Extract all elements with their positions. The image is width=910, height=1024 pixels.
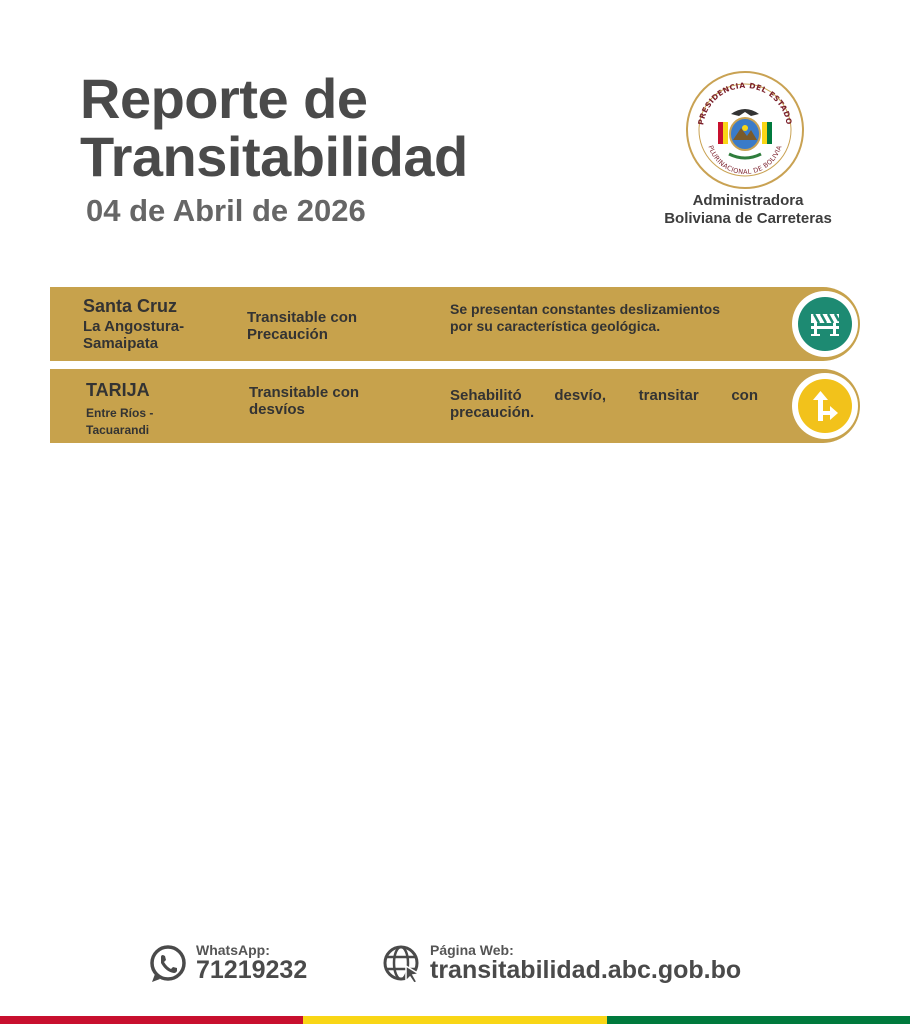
seal-top-text: PRESIDENCIA DEL ESTADO: [696, 80, 794, 126]
title-line-1: Reporte de: [80, 67, 368, 130]
route-line-1: Entre Ríos -: [86, 406, 154, 420]
road-barrier-icon: [798, 297, 852, 351]
org-line-2: Boliviana de Carreteras: [664, 210, 832, 227]
detour-arrow-icon: [798, 379, 852, 433]
presidency-seal-logo: [685, 70, 805, 190]
seal-bottom-text: PLURINACIONAL DE BOLIVIA: [706, 144, 784, 177]
status-description: [450, 387, 758, 421]
department-name: TARIJA: [86, 380, 150, 400]
status-badge: [792, 373, 858, 439]
globe-cursor-icon: [382, 944, 422, 984]
department-name: Santa Cruz: [83, 296, 178, 316]
description-line-2: por su característica geológica.: [450, 318, 661, 334]
route-name: [83, 318, 184, 352]
route-line-1: La Angostura-: [83, 318, 185, 335]
whatsapp-number: 71219232: [196, 956, 308, 984]
status-line-2: desvíos: [249, 401, 305, 418]
route-name: [86, 405, 153, 439]
website-label: Página Web:: [430, 942, 514, 958]
description-line-2: precaución.: [450, 404, 535, 421]
status-line-1: Transitable con: [247, 309, 358, 326]
website-url: transitabilidad.abc.gob.bo: [430, 956, 742, 984]
road-status: [249, 384, 419, 418]
report-date: 04 de Abril de 2026: [86, 193, 366, 228]
status-badge: [792, 291, 858, 357]
route-line-2: Samaipata: [83, 335, 159, 352]
whatsapp-icon: [148, 944, 188, 984]
org-line-1: Administradora: [692, 192, 804, 209]
title-line-2: Transitabilidad: [80, 125, 468, 188]
description-line-1: Sehabilitó desvío, transitar con: [450, 387, 758, 404]
description-line-1: Se presentan constantes deslizamientos: [450, 301, 720, 317]
organization-name: [640, 192, 856, 228]
status-line-2: Precaución: [247, 326, 328, 343]
report-row: [50, 369, 860, 443]
flag-stripe-green: [607, 1016, 910, 1024]
status-line-1: Transitable con: [249, 384, 360, 401]
flag-stripe-red: [0, 1016, 303, 1024]
route-line-2: Tacuarandi: [86, 423, 150, 437]
status-description: [450, 301, 770, 335]
report-row: [50, 287, 860, 361]
page-title: [80, 67, 468, 188]
flag-stripe-yellow: [303, 1016, 607, 1024]
road-status: [247, 309, 417, 343]
whatsapp-label: WhatsApp:: [196, 942, 270, 958]
